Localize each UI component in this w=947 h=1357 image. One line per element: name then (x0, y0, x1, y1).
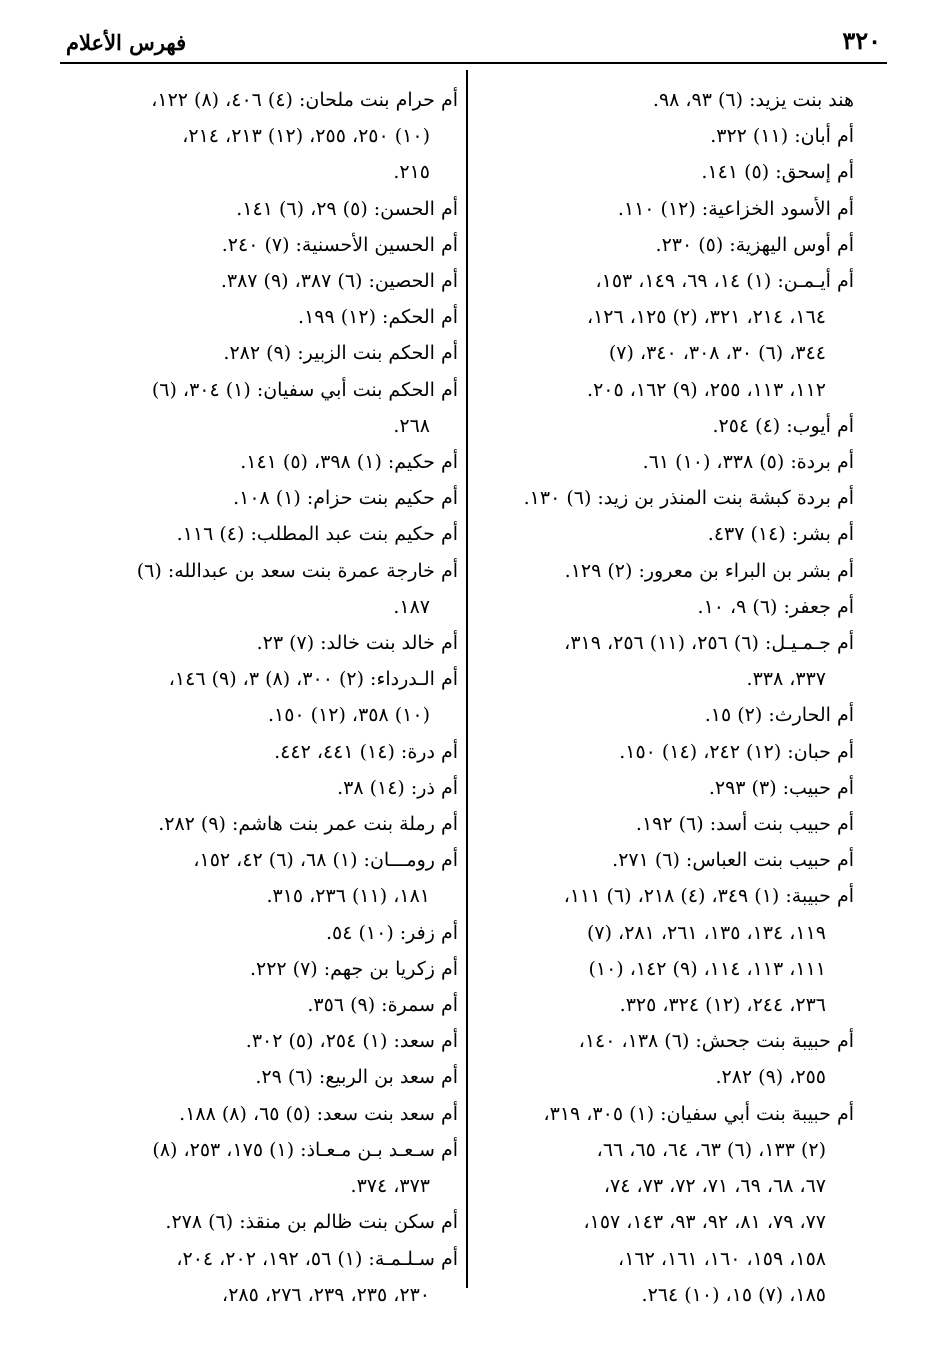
index-entry (482, 734, 854, 770)
index-entry-line: أم رومـــان: (١) ٦٨، (٦) ٤٢، ١٥٢، (193, 849, 458, 872)
index-entry-line: أم إسحق: (٥) ١٤١. (701, 161, 854, 184)
index-entry-continuation: ٢٥٥، (٩) ٢٨٢. (715, 1066, 826, 1089)
index-entry-line: أم سعد بنت سعد: (٥) ٦٥، (٨) ١٨٨. (179, 1102, 458, 1125)
index-entry (80, 1204, 458, 1240)
index-entry-line: أم حرام بنت ملحان: (٤) ٤٠٦، (٨) ١٢٢، (151, 89, 458, 111)
index-entry-continuation: ١٨٧. (393, 595, 430, 618)
index-entry-line: أم حبيبة بنت أبي سفيان: (١) ٣٠٥، ٣١٩، (543, 1102, 854, 1125)
index-entry-line: أم الـدرداء: (٢) ٣٠٠، (٨) ٣، (٩) ١٤٦، (168, 668, 458, 691)
index-entry (80, 480, 458, 516)
index-entry-line: أم سعد: (١) ٢٥٤، (٥) ٣٠٢. (245, 1030, 458, 1053)
index-entry-line: أم ذر: (١٤) ٣٨. (337, 776, 458, 799)
index-entry-line: أم زفر: (١٠) ٥٤. (325, 921, 458, 944)
index-entry (80, 299, 458, 335)
index-entry (482, 516, 854, 552)
index-entry-continuation: ٣٣٧، ٣٣٨. (746, 668, 826, 691)
index-entry (482, 1023, 854, 1095)
index-entry (80, 770, 458, 806)
index-entry (80, 191, 458, 227)
index-entry-line: أم سـلـمـة: (١) ٥٦، ١٩٢، ٢٠٢، ٢٠٤، (176, 1247, 458, 1270)
index-entry-line: أم حكيم بنت عبد المطلب: (٤) ١١٦. (176, 523, 458, 546)
index-entry (80, 335, 458, 371)
index-entry (482, 444, 854, 480)
column-divider (466, 70, 468, 1288)
index-entry-continuation: ٦٧، ٦٨، ٦٩، ٧١، ٧٢، ٧٣، ٧٤، (603, 1175, 826, 1198)
index-entry (482, 806, 854, 842)
index-entry (482, 770, 854, 806)
index-column-right (482, 82, 854, 1313)
index-entry-continuation: ١٨١، (١١) ٢٣٦، ٣١٥. (266, 885, 430, 908)
index-entry-continuation: ١٨٥، (٧) ١٥، (١٠) ٢٦٤. (641, 1283, 826, 1306)
index-entry-continuation: ٢١٥. (393, 161, 430, 184)
index-entry-line: أم جعفر: (٦) ٩، ١٠. (697, 595, 854, 618)
index-entry (482, 878, 854, 1023)
index-entry-continuation: ٢٦٨. (393, 414, 430, 437)
index-entry (482, 480, 854, 516)
index-entry-line: أم الحكم: (١٢) ١٩٩. (298, 306, 458, 329)
index-entry-line: أم الحكم بنت الزبير: (٩) ٢٨٢. (223, 342, 458, 365)
index-entry-line: هند بنت يزيد: (٦) ٩٣، ٩٨. (652, 89, 854, 111)
index-entry-line: أم زكريا بن جهم: (٧) ٢٢٢. (249, 957, 458, 980)
index-entry-line: أم سمرة: (٩) ٣٥٦. (307, 994, 458, 1017)
index-entry-line: أم الأسود الخزاعية: (١٢) ١١٠. (617, 197, 854, 220)
index-entry (482, 118, 854, 154)
running-title: فهرس الأعلام (66, 30, 187, 55)
index-entry-line: أم الحصين: (٦) ٣٨٧، (٩) ٣٨٧. (220, 270, 458, 293)
index-entry (80, 625, 458, 661)
index-entry-continuation: ٢٣٠، ٢٣٥، ٢٣٩، ٢٧٦، ٢٨٥، (222, 1283, 430, 1306)
index-entry-line: أم حكيم بنت حزام: (١) ١٠٨. (233, 487, 458, 510)
index-entry (482, 408, 854, 444)
index-entry (80, 1132, 458, 1204)
index-entry (482, 1096, 854, 1313)
index-entry (482, 82, 854, 118)
index-entry (80, 553, 458, 625)
index-entry-continuation: ١١٩، ١٣٤، ١٣٥، ٢٦١، ٢٨١، (٧) (586, 921, 826, 944)
index-entry-line: أم سكن بنت ظالم بن منقذ: (٦) ٢٧٨. (165, 1211, 458, 1234)
index-entry-line: أم الحسين الأحسنية: (٧) ٢٤٠. (221, 233, 458, 256)
index-entry (482, 191, 854, 227)
index-entry (80, 951, 458, 987)
index-column-left (80, 82, 458, 1313)
index-entry-line: أم حبان: (١٢) ٢٤٢، (١٤) ١٥٠. (619, 740, 854, 763)
index-entry-line: أم بشر: (١٤) ٤٣٧. (707, 523, 854, 546)
index-entry (80, 1241, 458, 1313)
index-entry (80, 444, 458, 480)
index-entry (80, 842, 458, 914)
index-entry-line: أم حبيبة: (١) ٣٤٩، (٤) ٢١٨، (٦) ١١١، (563, 885, 854, 908)
index-entry-continuation: ٣٤٤، (٦) ٣٠، ٣٠٨، ٣٤٠، (٧) (608, 342, 826, 365)
index-entry-line: أم بردة: (٥) ٣٣٨، (١٠) ٦١. (642, 451, 854, 474)
index-entry-line: أم الحكم بنت أبي سفيان: (١) ٣٠٤، (٦) (151, 378, 458, 401)
index-entry (80, 1023, 458, 1059)
index-entry (80, 987, 458, 1023)
index-entry-line: أم الحارث: (٢) ١٥. (704, 704, 854, 727)
index-entry-line: أم أيوب: (٤) ٢٥٤. (712, 414, 854, 437)
index-entry (80, 661, 458, 733)
index-entry (80, 227, 458, 263)
index-entry-line: أم خالد بنت خالد: (٧) ٢٣. (256, 632, 458, 655)
index-entry-line: أم رملة بنت عمر بنت هاشم: (٩) ٢٨٢. (158, 813, 458, 836)
index-entry-line: أم جـمـيـل: (٦) ٢٥٦، (١١) ٢٥٦، ٣١٩، (564, 632, 854, 655)
index-entry-line: أم بشر بن البراء بن معرور: (٢) ١٢٩. (564, 559, 854, 582)
index-entry-line: أم أيـمـن: (١) ١٤، ٦٩، ١٤٩، ١٥٣، (595, 270, 854, 293)
index-entry-line: أم سعد بن الربيع: (٦) ٢٩. (255, 1066, 458, 1089)
page-number: ٣٢٠ (842, 26, 881, 55)
index-entry (80, 806, 458, 842)
index-entry (482, 553, 854, 589)
index-entry-line: أم حبيب بنت أسد: (٦) ١٩٢. (635, 813, 854, 836)
index-entry (80, 372, 458, 444)
page-header (60, 22, 887, 64)
index-entry-line: أم الحسن: (٥) ٢٩، (٦) ١٤١. (236, 197, 458, 220)
index-entry (80, 516, 458, 552)
index-entry-line: أم أوس اليهزية: (٥) ٢٣٠. (655, 233, 854, 256)
index-entry-line: أم خارجة عمرة بنت سعد بن عبدالله: (٦) (136, 559, 458, 582)
index-entry-line: أم بردة كبشة بنت المنذر بن زيد: (٦) ١٣٠. (523, 487, 854, 510)
index-entry-continuation: ١٦٤، ٢١٤، ٣٢١، (٢) ١٢٥، ١٢٦، (586, 306, 826, 329)
index-entry (80, 1096, 458, 1132)
index-entry (482, 625, 854, 697)
index-entry (482, 263, 854, 408)
index-entry (482, 154, 854, 190)
index-entry-line: أم حكيم: (١) ٣٩٨، (٥) ١٤١. (240, 451, 458, 474)
index-entry-line: أم حبيبة بنت جحش: (٦) ١٣٨، ١٤٠، (578, 1030, 854, 1053)
index-entry-line: أم أبان: (١١) ٣٢٢. (710, 125, 854, 148)
index-entry-line: أم سـعـد بـن مـعـاذ: (١) ١٧٥، ٢٥٣، (٨) (152, 1138, 458, 1161)
index-entry-continuation: ١٥٨، ١٥٩، ١٦٠، ١٦١، ١٦٢، (618, 1247, 826, 1270)
index-entry-continuation: ١١٢، ١١٣، ٢٥٥، (٩) ١٦٢، ٢٠٥. (587, 378, 826, 401)
index-entry (482, 589, 854, 625)
index-entry (80, 1059, 458, 1095)
index-entry-continuation: ٧٧، ٧٩، ٨١، ٩٢، ٩٣، ١٤٣، ١٥٧، (583, 1211, 826, 1234)
index-entry-line: أم درة: (١٤) ٤٤١، ٤٤٢. (274, 740, 458, 763)
index-entry-continuation: ١١١، ١١٣، ١١٤، (٩) ١٤٢، (١٠) (588, 957, 826, 980)
index-entry-continuation: ٢٣٦، ٢٤٤، (١٢) ٣٢٤، ٣٢٥. (619, 994, 826, 1017)
index-entry-continuation: ٣٧٣، ٣٧٤. (350, 1175, 430, 1198)
index-entry-line: أم حبيب: (٣) ٢٩٣. (708, 776, 854, 799)
index-entry-continuation: (١٠) ٢٥٠، ٢٥٥، (١٢) ٢١٣، ٢١٤، (182, 125, 430, 148)
index-entry-line: أم حبيب بنت العباس: (٦) ٢٧١. (612, 849, 854, 872)
index-entry (80, 263, 458, 299)
index-entry-continuation: (١٠) ٣٥٨، (١٢) ١٥٠. (267, 704, 430, 727)
index-entry (80, 915, 458, 951)
index-entry (482, 227, 854, 263)
index-entry (80, 82, 458, 191)
index-entry (482, 842, 854, 878)
index-entry-continuation: (٢) ١٣٣، (٦) ٦٣، ٦٤، ٦٥، ٦٦، (596, 1138, 826, 1161)
index-entry (482, 697, 854, 733)
index-entry (80, 734, 458, 770)
